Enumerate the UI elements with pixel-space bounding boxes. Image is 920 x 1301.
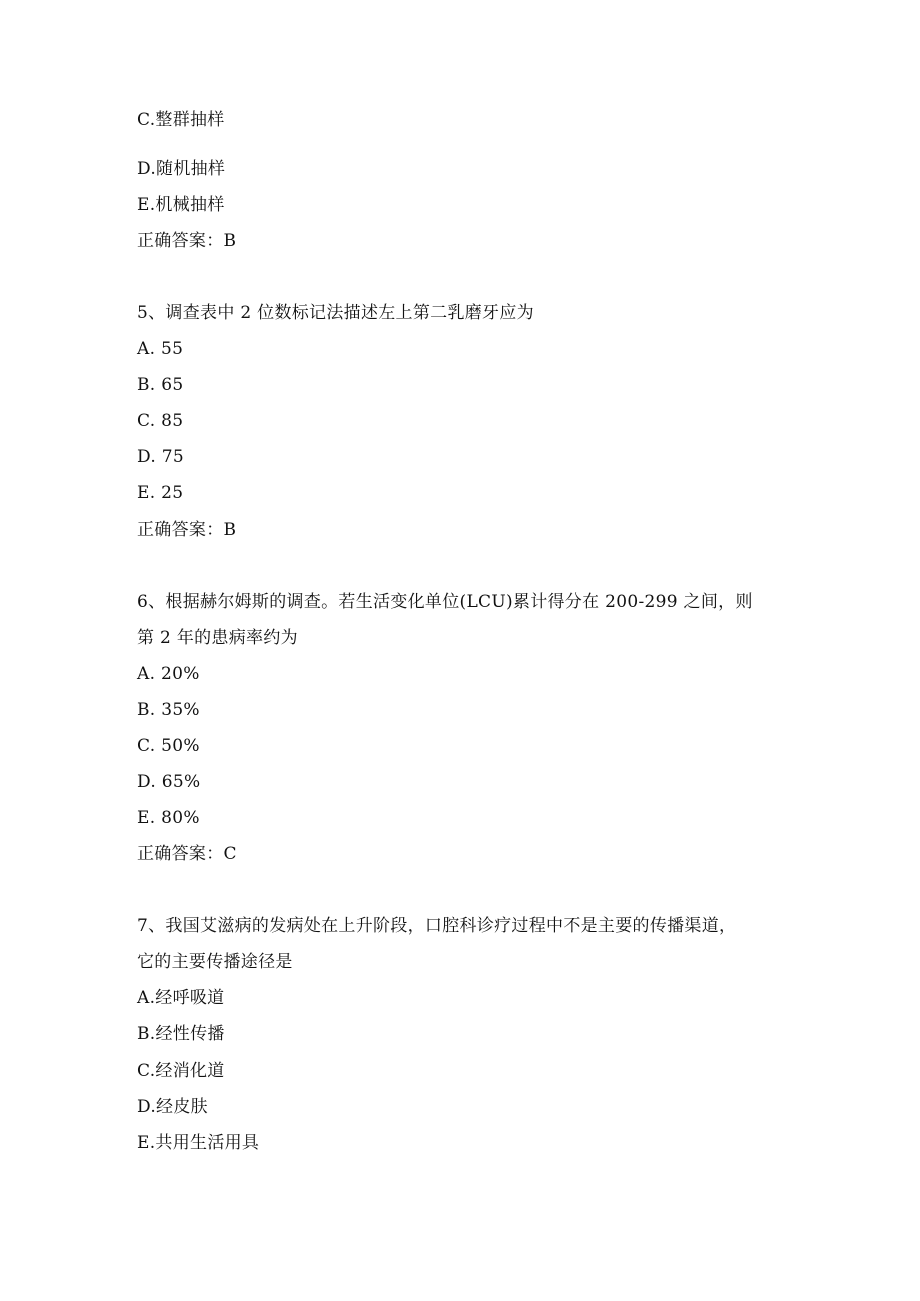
q5-option-c: C. 85 — [137, 411, 184, 431]
q6-option-e: E. 80% — [137, 808, 200, 828]
q4-answer: 正确答案：B — [137, 231, 237, 251]
q4-option-c: C.整群抽样 — [137, 110, 225, 130]
q5-option-e: E. 25 — [137, 483, 184, 503]
q7-option-c: C.经消化道 — [137, 1061, 225, 1081]
q7-option-d: D.经皮肤 — [137, 1097, 208, 1117]
q6-question-line1: 6、根据赫尔姆斯的调查。若生活变化单位(LCU)累计得分在 200-299 之间，则 — [137, 592, 753, 612]
q5-option-b: B. 65 — [137, 375, 184, 395]
q7-option-a: A.经呼吸道 — [137, 988, 225, 1008]
q7-option-e: E.共用生活用具 — [137, 1133, 260, 1153]
q7-option-b: B.经性传播 — [137, 1024, 225, 1044]
q5-question: 5、调查表中 2 位数标记法描述左上第二乳磨牙应为 — [137, 303, 534, 323]
q7-question-line2: 它的主要传播途径是 — [137, 952, 293, 972]
q5-option-a: A. 55 — [137, 339, 184, 359]
q5-option-d: D. 75 — [137, 447, 184, 467]
q6-option-b: B. 35% — [137, 700, 200, 720]
q4-option-d: D.随机抽样 — [137, 159, 226, 179]
q6-option-d: D. 65% — [137, 772, 201, 792]
q6-option-c: C. 50% — [137, 736, 200, 756]
q5-answer: 正确答案：B — [137, 520, 237, 540]
q6-answer: 正确答案：C — [137, 844, 237, 864]
q6-option-a: A. 20% — [137, 664, 200, 684]
q6-question-line2: 第 2 年的患病率约为 — [137, 628, 298, 648]
q7-question-line1: 7、我国艾滋病的发病处在上升阶段，口腔科诊疗过程中不是主要的传播渠道， — [137, 916, 737, 936]
q4-option-e: E.机械抽样 — [137, 195, 225, 215]
